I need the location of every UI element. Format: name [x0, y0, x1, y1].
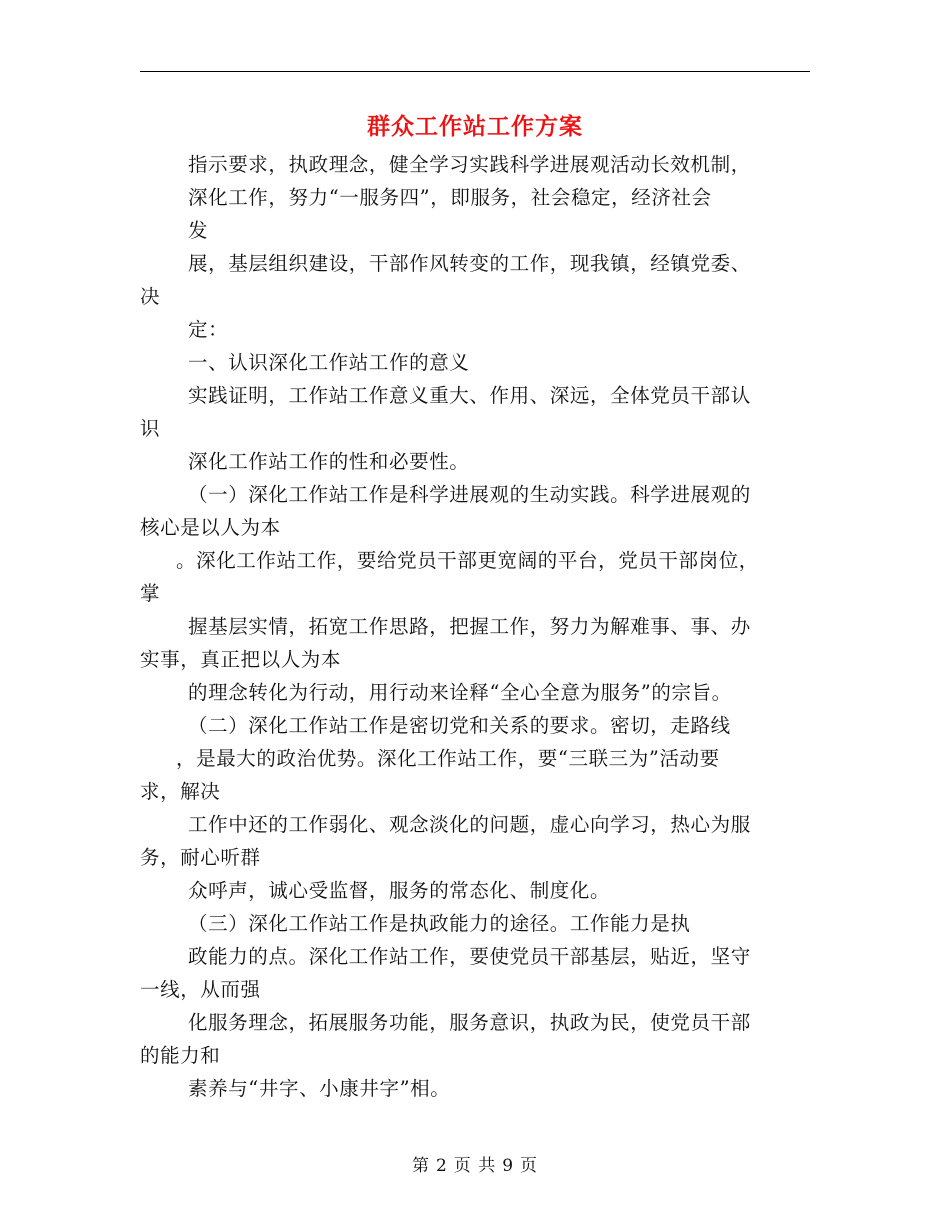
subsection-line: （三）深化工作站工作是执政能力的途径。工作能力是执	[188, 912, 691, 935]
body-line: 实事，真正把以人为本	[140, 648, 342, 671]
footer-suffix: 页	[520, 1156, 539, 1176]
body-line: 发	[188, 219, 209, 242]
body-line: 一线，从而强	[140, 978, 261, 1001]
total-pages-number: 9	[502, 1156, 515, 1176]
subsection-line: （二）深化工作站工作是密切党和关系的要求。密切，走路线	[188, 714, 731, 737]
subsection-line: （一）深化工作站工作是科学进展观的生动实践。科学进展观的	[188, 483, 751, 506]
body-line: 工作中还的工作弱化、观念淡化的问题，虚心向学习，热心为服	[188, 813, 751, 836]
document-title: 群众工作站工作方案	[367, 114, 583, 140]
body-line: 核心是以人为本	[140, 516, 281, 539]
body-line: 。深化工作站工作，要给党员干部更宽阔的平台，党员干部岗位，	[176, 549, 759, 572]
body-line: 素养与“井字、小康井字”相。	[188, 1077, 451, 1100]
body-line: 众呼声，诚心受监督，服务的常态化、制度化。	[188, 879, 611, 902]
body-line: 实践证明，工作站工作意义重大、作用、深远，全体党员干部认	[188, 384, 751, 407]
footer-middle: 页 共	[453, 1156, 497, 1176]
body-line: 的能力和	[140, 1044, 221, 1067]
body-line: 识	[140, 417, 161, 440]
body-line: 务，耐心听群	[140, 846, 261, 869]
header-rule	[140, 71, 810, 72]
body-line: 握基层实情，拓宽工作思路，把握工作，努力为解难事、事、办	[188, 615, 751, 638]
body-line: 定：	[188, 318, 229, 341]
body-line: 展，基层组织建设，干部作风转变的工作，现我镇，经镇党委、	[188, 252, 751, 275]
footer-prefix: 第	[411, 1156, 430, 1176]
section-heading: 一、认识深化工作站工作的意义	[188, 351, 470, 374]
body-line: 掌	[140, 582, 161, 605]
body-line: 的理念转化为行动，用行动来诠释“全心全意为服务”的宗旨。	[188, 681, 732, 704]
body-line: 深化工作，努力“一服务四”，即服务，社会稳定，经济社会	[188, 186, 712, 209]
body-line: 深化工作站工作的性和必要性。	[188, 450, 470, 473]
body-line: 政能力的点。深化工作站工作，要使党员干部基层，贴近，坚守	[188, 945, 751, 968]
body-line: 决	[140, 285, 161, 308]
page-footer	[0, 1151, 950, 1176]
body-line: 化服务理念，拓展服务功能，服务意识，执政为民，使党员干部	[188, 1011, 751, 1034]
body-line: ，是最大的政治优势。深化工作站工作，要“三联三为”活动要	[176, 747, 720, 770]
current-page-number: 2	[435, 1156, 448, 1176]
body-line: 指示要求，执政理念，健全学习实践科学进展观活动长效机制，	[188, 153, 751, 176]
body-line: 求，解决	[140, 780, 221, 803]
